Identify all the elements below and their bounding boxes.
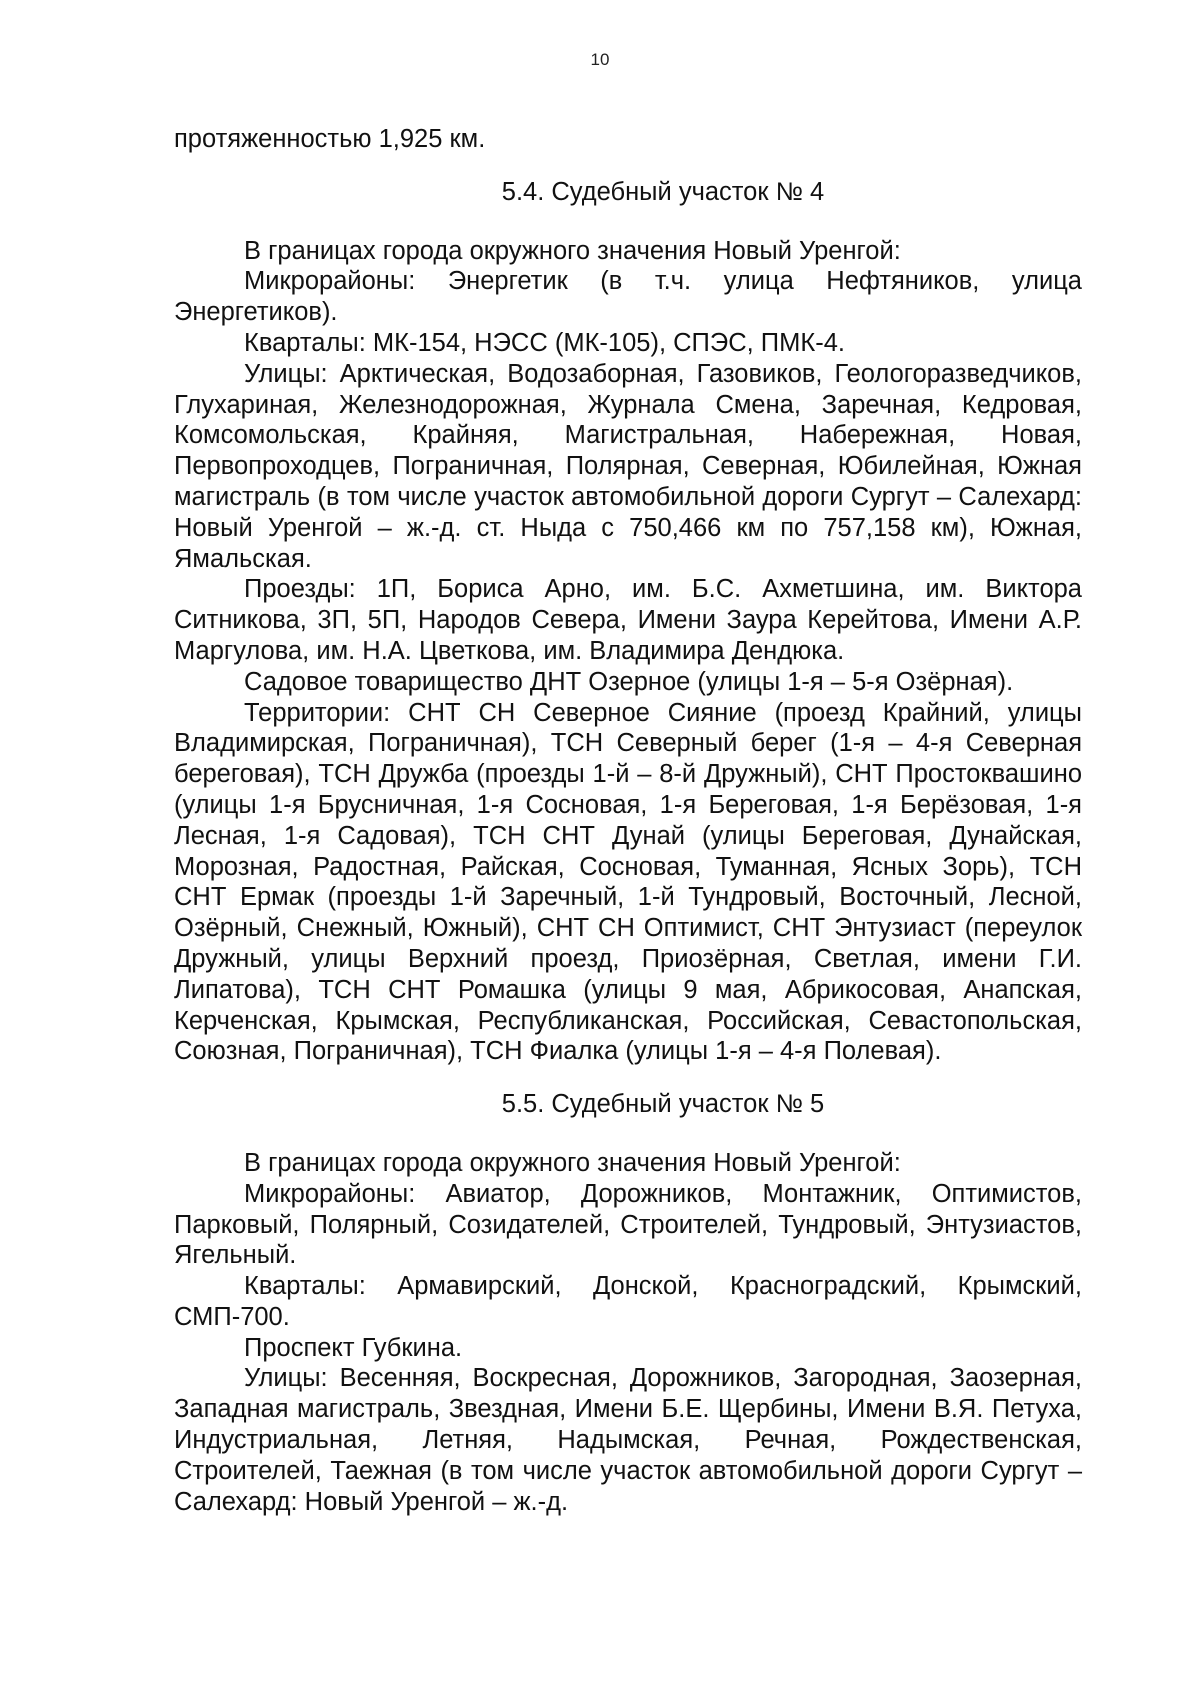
paragraph: В границах города окружного значения Новый Уренгой: — [244, 236, 901, 265]
paragraph: Территории: СНТ СН Северное Сияние (проезд Крайний, улицы Владимирская, Пограничная), ТСН Северный берег (1-я – 4-я Северная береговая), ТСН Дружба (проезды 1-й – 8-й Дружный), СНТ Простоквашино (улицы 1-я Брусничная, 1-я Сосновая, 1-я Береговая, 1-я Берёзовая, 1-я Лесная, 1-я Садовая), ТСН СНТ Дунай (улицы Береговая, Дунайская, Морозная, Радостная, Райская, Сосновая, Туманная, Ясных Зорь), ТСН СНТ Ермак (проезды 1-й Заречный, 1-й Тундровый, Восточный, Лесной, Озёрный, Снежный, Южный), СНТ СН Оптимист, СНТ Энтузиаст (переулок Дружный, улицы Верхний проезд, Приозёрная, Светлая, имени Г.И. Липатова), ТСН СНТ Ромашка (улицы 9 мая, Абрикосовая, Анапская, Керченская, Крымская, Республиканская, Российская, Севастопольская, Союзная, Пограничная), ТСН Фиалка (улицы 1-я – 4-я Полевая). — [174, 698, 1082, 1066]
paragraph: В границах города окружного значения Новый Уренгой: — [244, 1148, 901, 1177]
paragraph: Улицы: Весенняя, Воскресная, Дорожников, Загородная, Заозерная, Западная магистраль, Звездная, Имени Б.Е. Щербины, Имени В.Я. Петуха, Индустриальная, Летняя, Надымская, Речная, Рождественская, Строителей, Таежная (в том числе участок автомобильной дороги Сургут – Салехард: Новый Уренгой – ж.-д. — [174, 1364, 1082, 1516]
paragraph: Проспект Губкина. — [244, 1333, 463, 1362]
continuation-line: протяженностью 1,925 км. — [174, 125, 486, 153]
paragraph: Садовое товарищество ДНТ Озерное (улицы 1-я – 5-я Озёрная). — [244, 667, 1014, 696]
paragraph: Микрорайоны: Авиатор, Дорожников, Монтажник, Оптимистов, Парковый, Полярный, Созидателей, Строителей, Тундровый, Энтузиастов, Ягельный. — [174, 1179, 1082, 1270]
paragraph: Микрорайоны: Энергетик (в т.ч. улица Нефтяников, улица Энергетиков). — [174, 267, 1082, 327]
paragraph: Кварталы: МК-154, НЭСС (МК-105), СПЭС, ПМК-4. — [244, 328, 845, 357]
paragraph: Улицы: Арктическая, Водозаборная, Газовиков, Геологоразведчиков, Глухариная, Железнодорожная, Журнала Смена, Заречная, Кедровая, Комсомольская, Крайняя, Магистральная, Набережная, Новая, Первопроходцев, Пограничная, Полярная, Северная, Юбилейная, Южная магистраль (в том числе участок автомобильной дороги Сургут – Салехард: Новый Уренгой – ж.-д. ст. Ныда с 750,466 км по 757,158 км), Южная, Ямальская. — [174, 359, 1082, 573]
section-heading-4: 5.4. Судебный участок № 4 — [501, 177, 825, 206]
document-body — [174, 124, 1082, 1517]
page-number: 10 — [590, 50, 610, 69]
section-heading-5: 5.5. Судебный участок № 5 — [501, 1090, 825, 1119]
paragraph: Кварталы: Армавирский, Донской, Красноградский, Крымский, СМП-700. — [174, 1272, 1082, 1331]
paragraph: Проезды: 1П, Бориса Арно, им. Б.С. Ахметшина, им. Виктора Ситникова, 3П, 5П, Народов Севера, Имени Заура Керейтова, Имени А.Р. Маргулова, им. Н.А. Цветкова, им. Владимира Дендюка. — [174, 575, 1082, 665]
